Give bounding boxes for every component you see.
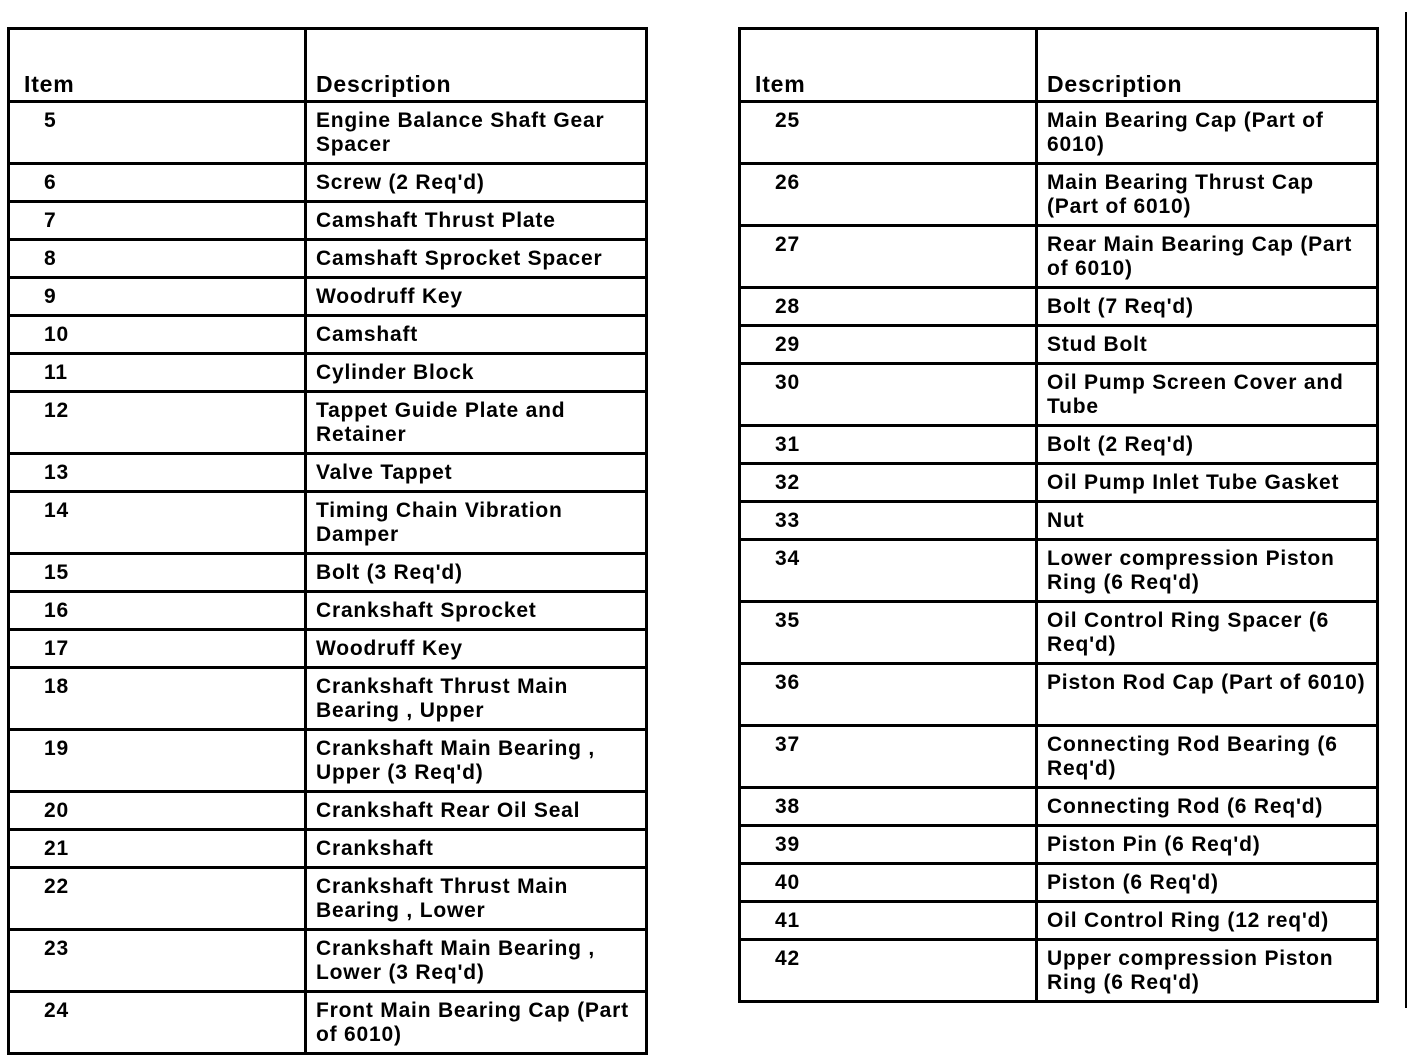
item-description: Crankshaft Main Bearing , Upper (3 Req'd) [306,730,647,792]
table-row [740,464,1378,502]
item-description: Crankshaft Rear Oil Seal [306,792,647,830]
table-row [740,902,1378,940]
item-number: 20 [9,792,306,830]
item-description: Rear Main Bearing Cap (Part of 6010) [1037,226,1378,288]
item-number: 33 [740,502,1037,540]
item-number: 15 [9,554,306,592]
table-row [9,868,647,930]
item-number: 42 [740,940,1037,1002]
table-row [9,454,647,492]
table-row [9,730,647,792]
item-number: 41 [740,902,1037,940]
item-description: Connecting Rod Bearing (6 Req'd) [1037,726,1378,788]
table-row [9,830,647,868]
item-description: Screw (2 Req'd) [306,164,647,202]
header-row [740,29,1378,102]
item-number: 30 [740,364,1037,426]
page-edge-rule [1405,12,1407,1008]
item-number: 27 [740,226,1037,288]
table-row [9,392,647,454]
table-row [740,426,1378,464]
item-number: 8 [9,240,306,278]
item-column-header: Item [740,29,1037,102]
item-number: 37 [740,726,1037,788]
table-row [740,288,1378,326]
table-row [740,602,1378,664]
item-number: 14 [9,492,306,554]
item-description: Tappet Guide Plate and Retainer [306,392,647,454]
table-row [740,664,1378,726]
item-number: 34 [740,540,1037,602]
table-row [740,788,1378,826]
table-row [9,202,647,240]
item-column-header: Item [9,29,306,102]
item-description: Front Main Bearing Cap (Part of 6010) [306,992,647,1054]
table-row [9,102,647,164]
item-number: 25 [740,102,1037,164]
parts-table-left [7,27,648,1055]
table-row [9,278,647,316]
table-row [740,364,1378,426]
item-description: Camshaft Thrust Plate [306,202,647,240]
item-number: 40 [740,864,1037,902]
item-description: Crankshaft Sprocket [306,592,647,630]
header-row [9,29,647,102]
item-description: Bolt (7 Req'd) [1037,288,1378,326]
table-row [740,226,1378,288]
item-description: Oil Control Ring Spacer (6 Req'd) [1037,602,1378,664]
item-description: Main Bearing Cap (Part of 6010) [1037,102,1378,164]
table-row [740,164,1378,226]
item-number: 6 [9,164,306,202]
table-row [9,592,647,630]
item-description: Lower compression Piston Ring (6 Req'd) [1037,540,1378,602]
table-row [740,940,1378,1002]
item-number: 23 [9,930,306,992]
item-description: Crankshaft Thrust Main Bearing , Upper [306,668,647,730]
item-description: Crankshaft [306,830,647,868]
item-number: 22 [9,868,306,930]
item-description: Valve Tappet [306,454,647,492]
table-row [9,554,647,592]
item-description: Bolt (3 Req'd) [306,554,647,592]
item-description: Woodruff Key [306,278,647,316]
table-row [740,102,1378,164]
item-number: 24 [9,992,306,1054]
item-description: Piston (6 Req'd) [1037,864,1378,902]
item-number: 35 [740,602,1037,664]
item-number: 32 [740,464,1037,502]
item-number: 39 [740,826,1037,864]
item-description: Oil Control Ring (12 req'd) [1037,902,1378,940]
item-description: Piston Pin (6 Req'd) [1037,826,1378,864]
item-description: Engine Balance Shaft Gear Spacer [306,102,647,164]
item-number: 28 [740,288,1037,326]
table-row [9,992,647,1054]
item-number: 7 [9,202,306,240]
table-row [740,326,1378,364]
description-column-header: Description [1037,29,1378,102]
item-description: Nut [1037,502,1378,540]
item-number: 31 [740,426,1037,464]
item-description: Oil Pump Screen Cover and Tube [1037,364,1378,426]
table-row [9,630,647,668]
item-description: Woodruff Key [306,630,647,668]
item-number: 9 [9,278,306,316]
item-number: 16 [9,592,306,630]
item-number: 29 [740,326,1037,364]
item-number: 26 [740,164,1037,226]
table-row [9,930,647,992]
item-number: 36 [740,664,1037,726]
table-row [9,668,647,730]
table-row [740,864,1378,902]
description-column-header: Description [306,29,647,102]
parts-table-right [738,27,1379,1003]
item-description: Piston Rod Cap (Part of 6010) [1037,664,1378,726]
item-number: 13 [9,454,306,492]
item-description: Bolt (2 Req'd) [1037,426,1378,464]
item-number: 21 [9,830,306,868]
table-row [9,354,647,392]
item-number: 38 [740,788,1037,826]
item-number: 19 [9,730,306,792]
item-number: 5 [9,102,306,164]
item-description: Main Bearing Thrust Cap (Part of 6010) [1037,164,1378,226]
item-number: 17 [9,630,306,668]
item-description: Stud Bolt [1037,326,1378,364]
table-row [9,792,647,830]
item-description: Oil Pump Inlet Tube Gasket [1037,464,1378,502]
item-description: Crankshaft Main Bearing , Lower (3 Req'd) [306,930,647,992]
table-row [740,502,1378,540]
table-row [740,540,1378,602]
item-number: 18 [9,668,306,730]
item-description: Crankshaft Thrust Main Bearing , Lower [306,868,647,930]
item-description: Timing Chain Vibration Damper [306,492,647,554]
table-row [9,240,647,278]
item-description: Connecting Rod (6 Req'd) [1037,788,1378,826]
table-row [9,492,647,554]
table-row [740,826,1378,864]
item-description: Camshaft [306,316,647,354]
item-description: Upper compression Piston Ring (6 Req'd) [1037,940,1378,1002]
item-description: Camshaft Sprocket Spacer [306,240,647,278]
item-number: 11 [9,354,306,392]
item-number: 10 [9,316,306,354]
table-row [9,316,647,354]
item-description: Cylinder Block [306,354,647,392]
table-row [9,164,647,202]
table-row [740,726,1378,788]
item-number: 12 [9,392,306,454]
